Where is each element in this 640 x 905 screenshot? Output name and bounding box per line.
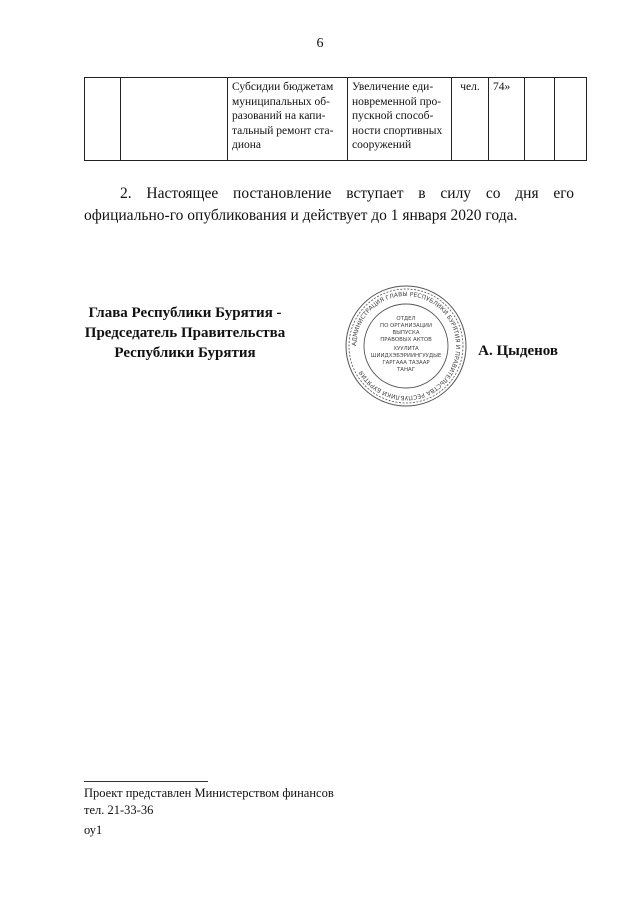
document-code: оу1 [84,823,103,837]
table-cell-indicator: Увеличение еди- новременной про- пускной способ- ности спортивных сооружений [348,78,452,161]
footnote-divider [84,781,208,782]
page-number: 6 [316,36,324,51]
footnote: Проект представлен Министерством финансов тел. 21-33-36 [84,786,334,817]
svg-text:ШИИДХЭБЭРИИНГУУДЫЕ: ШИИДХЭБЭРИИНГУУДЫЕ [370,353,442,359]
svg-text:АДМИНИСТРАЦИЯ ГЛАВЫ РЕСПУБЛИКИ: АДМИНИСТРАЦИЯ ГЛАВЫ РЕСПУБЛИКИ БУРЯТИЯ И ПРАВИТЕЛЬСТВА РЕСПУБЛИКИ БУРЯТИЯ [350,290,462,402]
table-cell-activity: Субсидии бюджетам муниципальных об- разований на капи- тальный ремонт ста- диона [228,78,348,161]
table-cell-empty [555,78,587,161]
table-cell-empty [85,78,121,161]
svg-text:ПО ОРГАНИЗАЦИИ: ПО ОРГАНИЗАЦИИ [380,323,432,329]
signatory-name: А. Цыденов [478,343,558,359]
svg-text:ОТДЕЛ: ОТДЕЛ [396,316,416,322]
table-row [85,78,587,161]
svg-text:ВЫПУСКА: ВЫПУСКА [392,330,420,336]
data-table [84,77,587,161]
svg-text:ХУУЛИТА: ХУУЛИТА [393,346,419,352]
table-cell-unit: чел. [452,78,489,161]
svg-text:ГАРГААА ТАЗААР: ГАРГААА ТАЗААР [382,360,430,366]
table-cell-value: 74» [489,78,525,161]
official-seal [344,284,468,408]
table-cell-empty [121,78,228,161]
svg-text:ПРАВОВЫХ АКТОВ: ПРАВОВЫХ АКТОВ [380,337,432,343]
body-paragraph: 2. Настоящее постановление вступает в силу со дня его официально-го опубликования и действует до 1 января 2020 года. [84,185,574,224]
signatory-position: Глава Республики Бурятия - Председатель Правительства Республики Бурятия [84,305,286,361]
svg-text:ТАНАГ: ТАНАГ [396,367,416,373]
table-cell-empty [525,78,555,161]
